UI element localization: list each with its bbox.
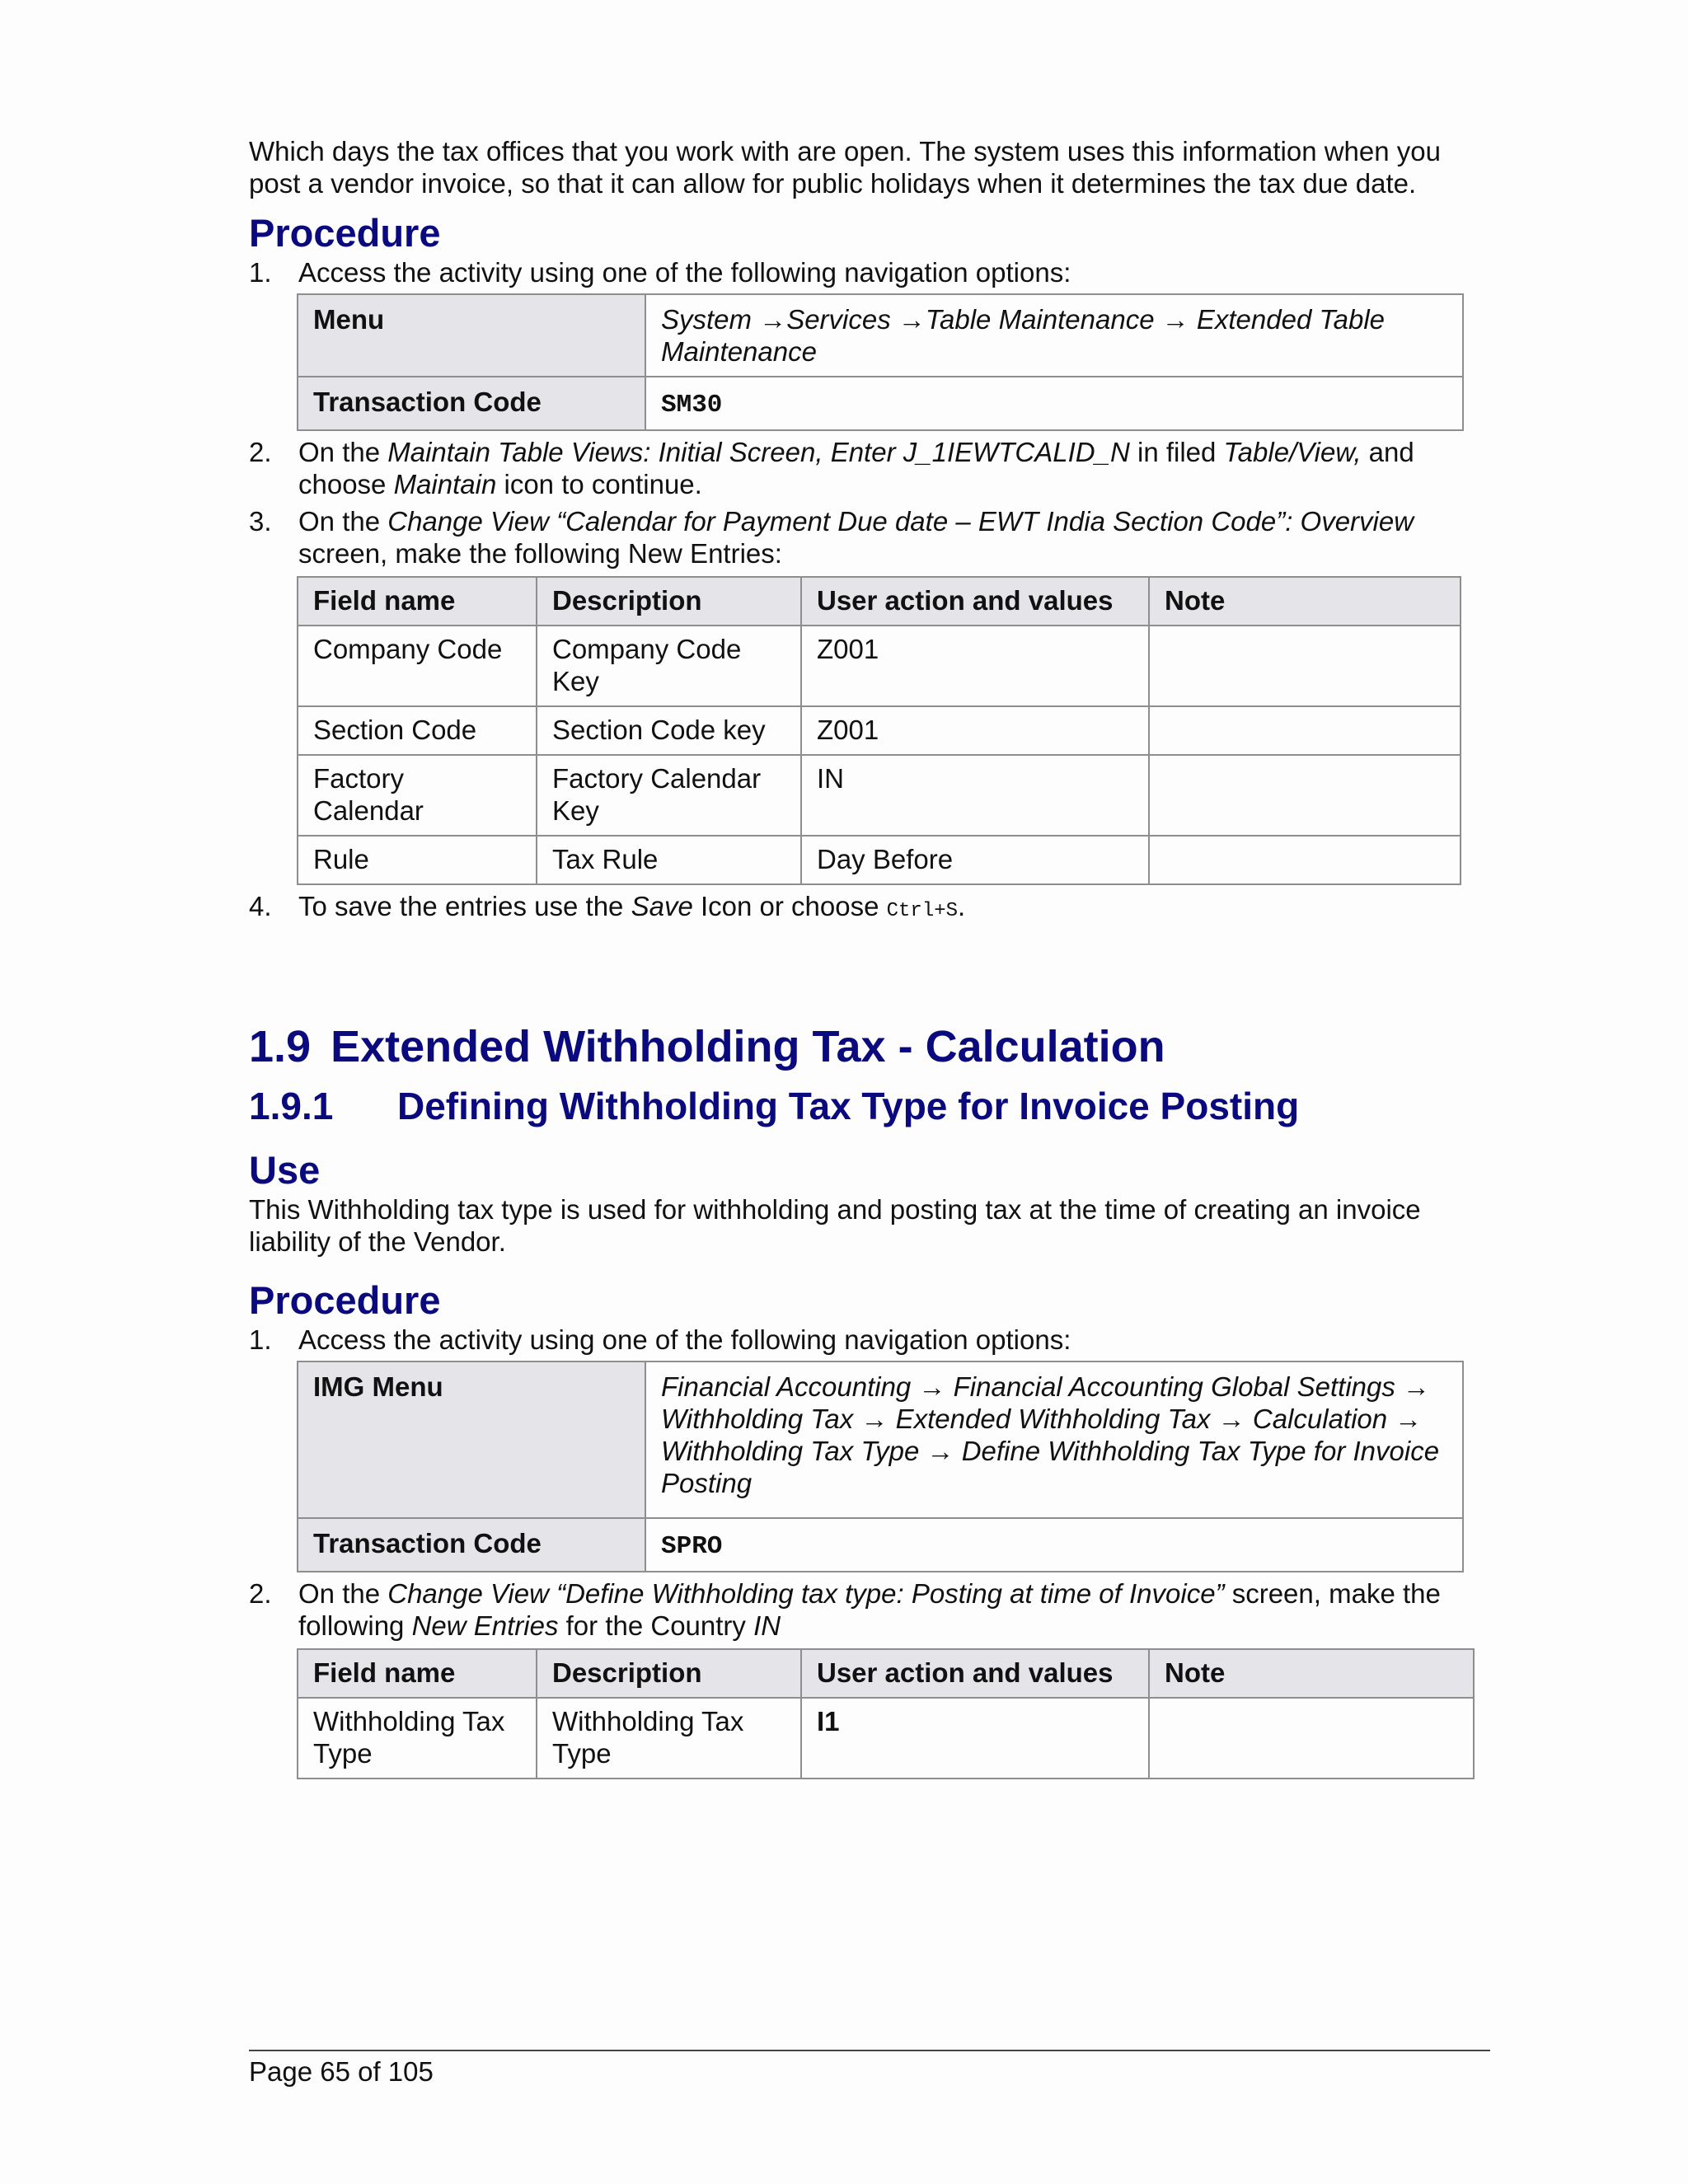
step-text: for the Country	[558, 1610, 754, 1641]
navigation-table	[297, 1361, 1464, 1572]
subsection-heading	[249, 1083, 1490, 1129]
menu-label: IMG Menu	[298, 1361, 645, 1518]
column-header: Description	[537, 577, 801, 626]
table-row	[298, 377, 1463, 430]
menu-label: Menu	[298, 294, 645, 377]
step-text: Access the activity using one of the following navigation options:	[298, 1324, 1071, 1355]
table-header-row	[298, 577, 1461, 626]
table-cell: Section Code	[298, 706, 537, 755]
document-page	[249, 135, 1490, 1779]
step-text: Icon or choose	[692, 891, 887, 921]
column-header: Field name	[298, 1649, 537, 1698]
use-paragraph: This Withholding tax type is used for withholding and posting tax at the time of creating an invoice liability of the Vendor.	[249, 1194, 1421, 1257]
table-cell: Section Code key	[537, 706, 801, 755]
new-entries-table	[297, 576, 1461, 885]
screen-name: Change View “Calendar for Payment Due date – EWT India Section Code”: Overview	[387, 506, 1414, 537]
step-text: screen, make the following	[298, 1578, 1441, 1641]
menu-path: Financial Accounting → Financial Accounting Global Settings → Withholding Tax → Extended Withholding Tax → Calculation → Withholding Tax Type → Define Withholding Tax Type for Invoice Posting	[645, 1361, 1463, 1518]
section-heading	[249, 1020, 1490, 1073]
step-text: icon to continue.	[496, 469, 702, 499]
menu-path: System →Services →Table Maintenance → Extended Table Maintenance	[645, 294, 1463, 377]
step-number: 1.	[249, 257, 272, 288]
table-row	[298, 1361, 1463, 1518]
screen-name: Change View “Define Withholding tax type: Posting at time of Invoice”	[387, 1578, 1225, 1609]
table-cell: I1	[801, 1698, 1149, 1779]
subsection-title: Defining Withholding Tax Type for Invoice Posting	[397, 1085, 1300, 1127]
table-cell: Rule	[298, 836, 537, 884]
transaction-code-value	[645, 377, 1463, 430]
table-cell: Factory Calendar Key	[537, 755, 801, 836]
table-row	[298, 626, 1461, 706]
transaction-code: SM30	[661, 391, 723, 419]
section-number: 1.9	[249, 1022, 312, 1071]
table-cell: Withholding Tax Type	[537, 1698, 801, 1779]
column-header: Note	[1149, 1649, 1474, 1698]
icon-name: Save	[631, 891, 693, 921]
table-cell	[1149, 755, 1461, 836]
table-row	[298, 1518, 1463, 1572]
screen-name: Maintain Table Views: Initial Screen, Enter J_1IEWTCALID_N	[387, 437, 1130, 467]
transaction-code-value	[645, 1518, 1463, 1572]
step-number: 2.	[249, 437, 272, 467]
column-header: Note	[1149, 577, 1461, 626]
transaction-code: SPRO	[661, 1532, 723, 1561]
table-row	[298, 706, 1461, 755]
page-number: Page 65 of 105	[249, 2056, 434, 2087]
table-cell: Tax Rule	[537, 836, 801, 884]
table-cell: IN	[801, 755, 1149, 836]
table-cell: Company Code	[298, 626, 537, 706]
transaction-code-label: Transaction Code	[298, 377, 645, 430]
column-header: User action and values	[801, 577, 1149, 626]
navigation-table	[297, 293, 1464, 431]
table-cell: Z001	[801, 626, 1149, 706]
step-text: .	[958, 891, 966, 921]
procedure-step-1	[249, 1324, 1490, 1356]
step-number: 1.	[249, 1324, 272, 1355]
step-text: in filed	[1129, 437, 1224, 467]
new-entries-table	[297, 1648, 1475, 1779]
procedure-step-2	[249, 436, 1490, 500]
step-text: To save the entries use the	[298, 891, 631, 921]
step-text: and choose	[298, 437, 1414, 499]
column-header: Description	[537, 1649, 801, 1698]
table-header-row	[298, 1649, 1474, 1698]
table-cell: Z001	[801, 706, 1149, 755]
table-row	[298, 755, 1461, 836]
table-cell: Factory Calendar	[298, 755, 537, 836]
step-text: On the	[298, 437, 388, 467]
table-row	[298, 836, 1461, 884]
procedure-heading: Procedure	[249, 211, 441, 255]
procedure-step-1	[249, 256, 1490, 288]
procedure-step-3	[249, 505, 1490, 569]
table-cell	[1149, 1698, 1474, 1779]
step-number: 4.	[249, 891, 272, 921]
section-title: Extended Withholding Tax - Calculation	[331, 1022, 1165, 1071]
intro-paragraph: Which days the tax offices that you work with are open. The system uses this information when you post a vendor invoice, so that it can allow for public holidays when it determines the tax due date.	[249, 136, 1441, 199]
table-cell: Withholding Tax Type	[298, 1698, 537, 1779]
table-cell: Company Code Key	[537, 626, 801, 706]
use-heading: Use	[249, 1148, 321, 1192]
column-header: User action and values	[801, 1649, 1149, 1698]
step-text: On the	[298, 1578, 388, 1609]
step-text: screen, make the following New Entries:	[298, 538, 782, 569]
table-cell	[1149, 626, 1461, 706]
table-row	[298, 1698, 1474, 1779]
procedure-heading: Procedure	[249, 1278, 441, 1322]
table-cell	[1149, 706, 1461, 755]
procedure-step-4	[249, 890, 1490, 927]
table-row	[298, 294, 1463, 377]
icon-name: Maintain	[393, 469, 497, 499]
procedure-step-2	[249, 1577, 1490, 1642]
subsection-number: 1.9.1	[249, 1085, 334, 1127]
keyboard-shortcut: Ctrl+S	[886, 900, 959, 922]
country-code: IN	[753, 1610, 781, 1641]
footer-divider	[249, 2050, 1490, 2051]
step-number: 2.	[249, 1578, 272, 1609]
transaction-code-label: Transaction Code	[298, 1518, 645, 1572]
step-text: On the	[298, 506, 388, 537]
table-cell: Day Before	[801, 836, 1149, 884]
column-header: Field name	[298, 577, 537, 626]
step-text: Access the activity using one of the following navigation options:	[298, 257, 1071, 288]
step-number: 3.	[249, 506, 272, 537]
table-cell	[1149, 836, 1461, 884]
field-name: Table/View,	[1223, 437, 1362, 467]
action-name: New Entries	[411, 1610, 559, 1641]
